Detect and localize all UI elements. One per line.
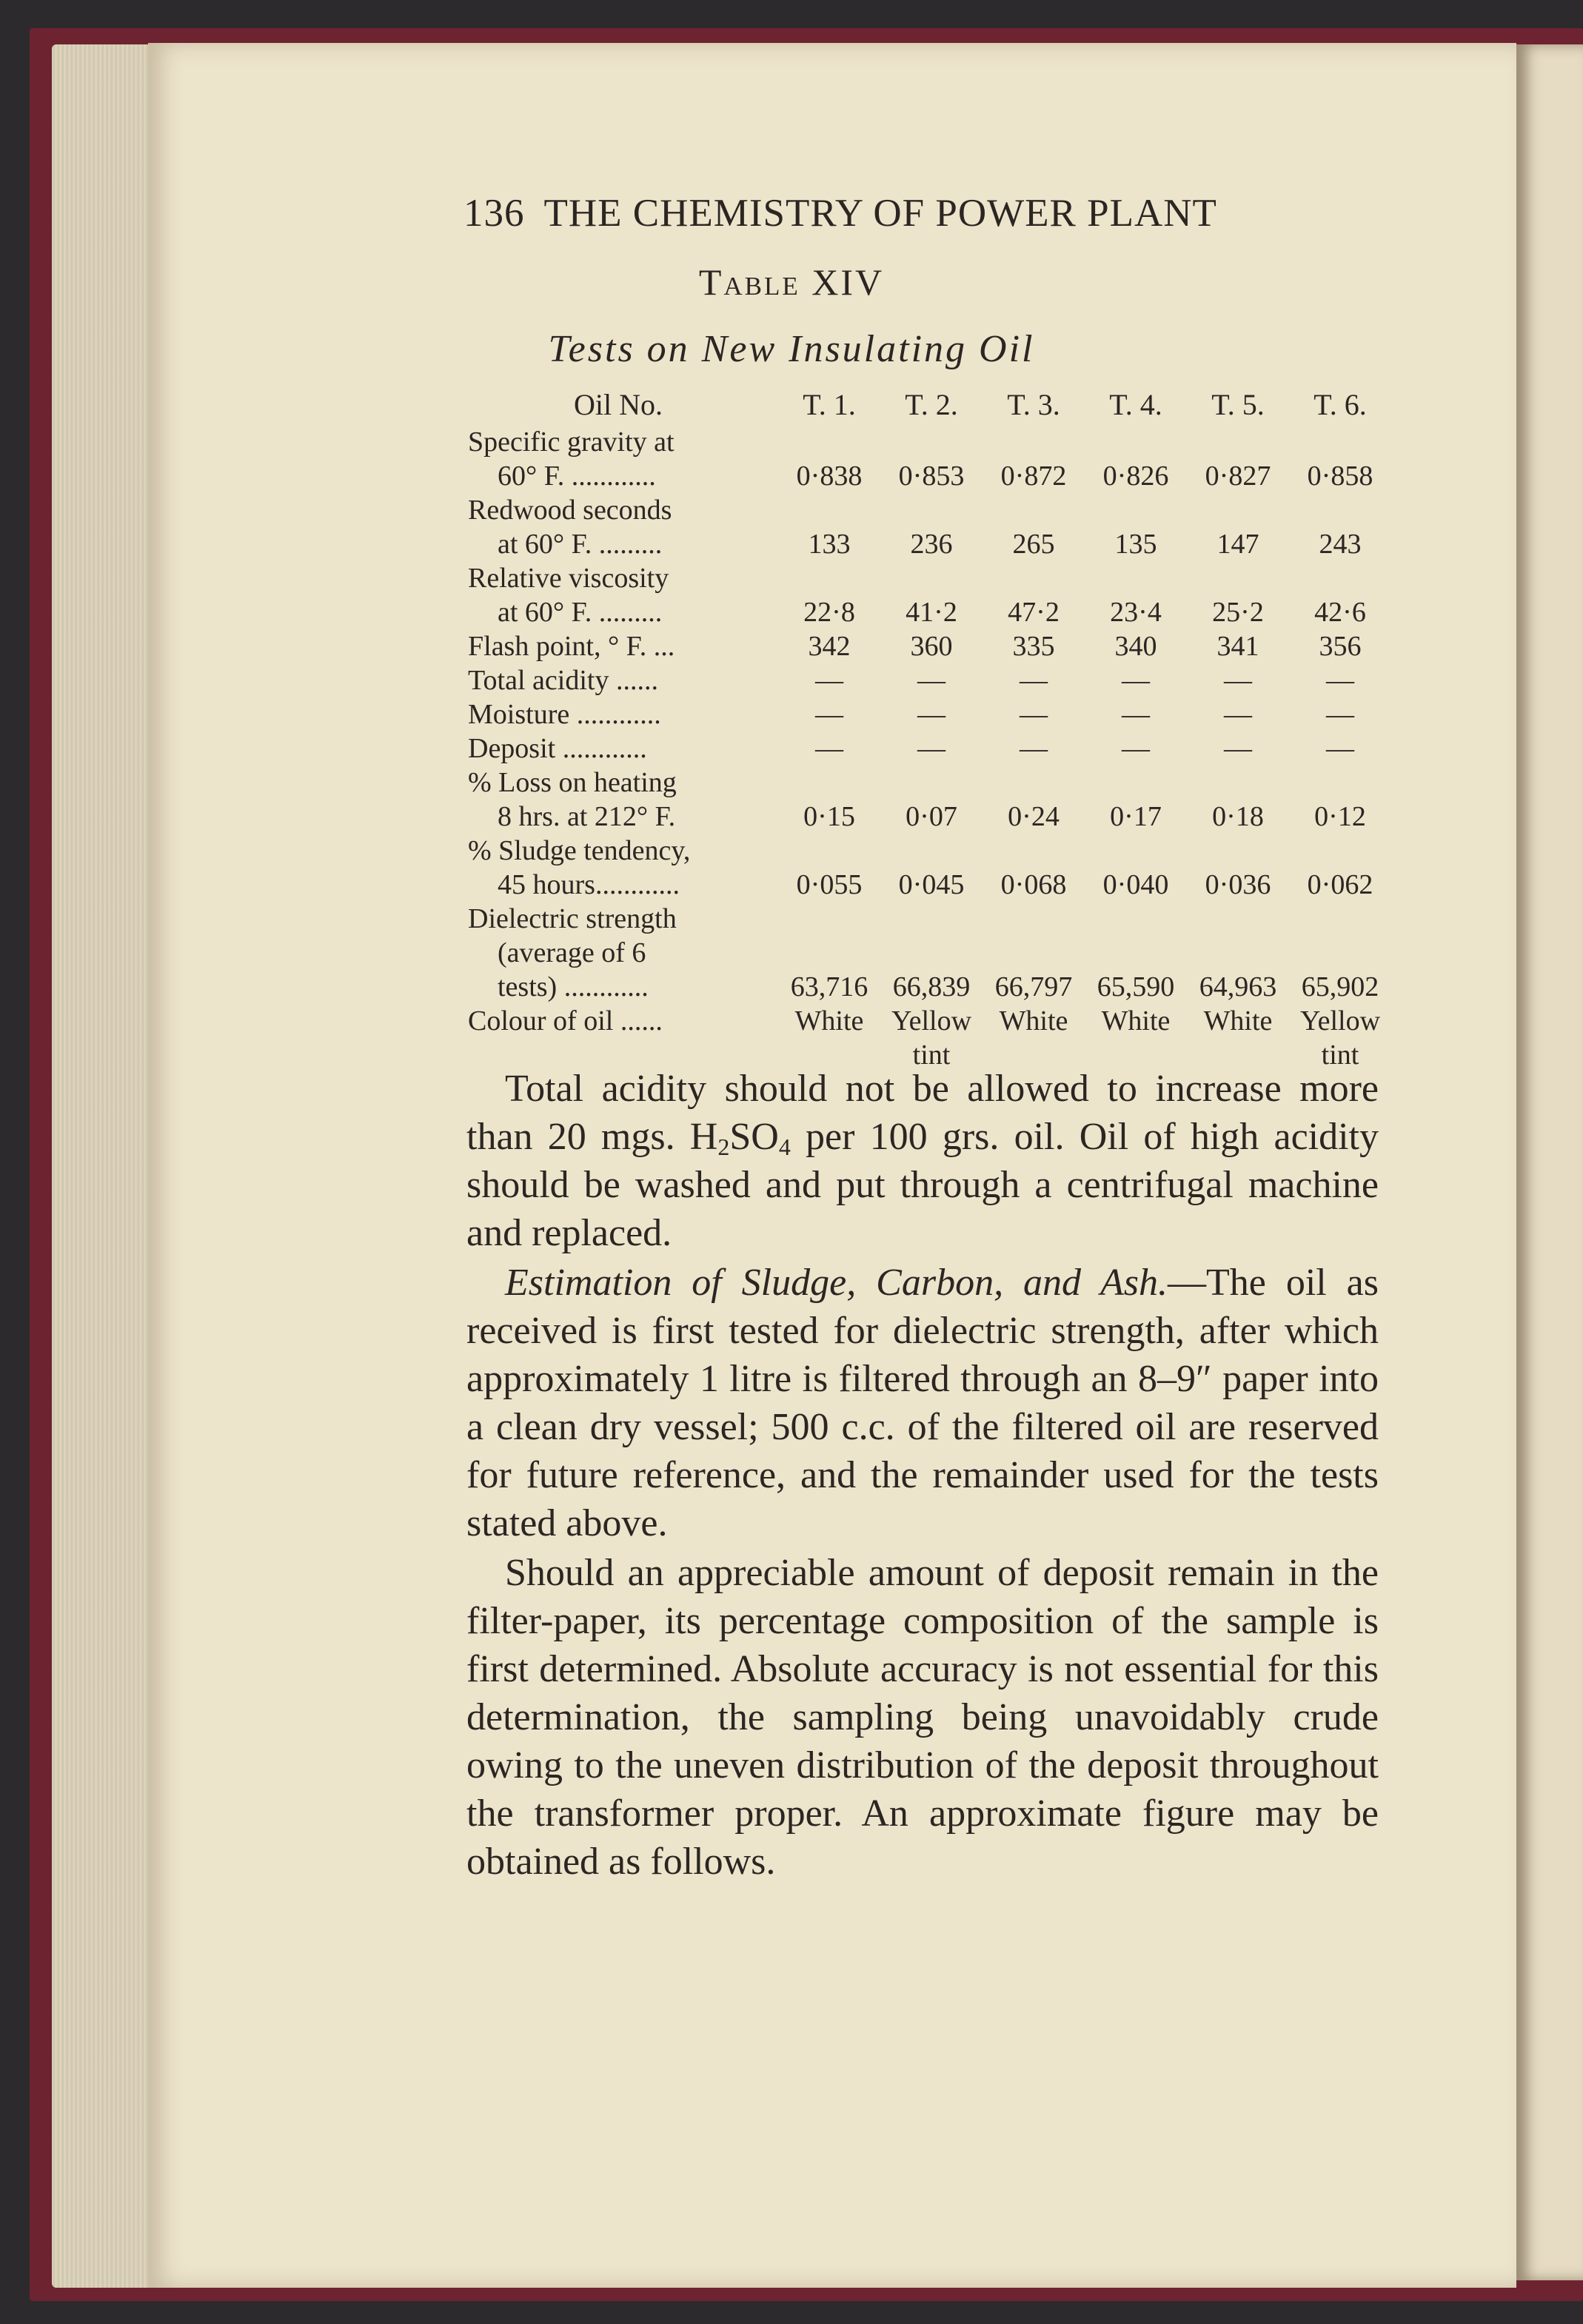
table-cell-note: tint <box>1321 1039 1359 1071</box>
row-label: Dielectric strength <box>468 903 677 934</box>
column-header: T. 5. <box>1211 388 1265 421</box>
row-label: Colour of oil ...... <box>468 1005 663 1037</box>
row-label: % Sludge tendency, <box>468 835 691 866</box>
row-label: 8 hrs. at 212° F. <box>498 801 676 832</box>
table-cell: 335 <box>1012 631 1055 662</box>
table-cell: 64,963 <box>1199 971 1277 1002</box>
table-cell: 0·045 <box>898 869 965 900</box>
table-cell: 0·838 <box>796 461 863 492</box>
table-cell: White <box>794 1005 864 1037</box>
paragraph-deposit: Should an appreciable amount of deposit remain in the filter-paper, its percentage composition of the sample is first determined. Absolute accuracy is not essential for this determination, the sampling being unavoidably crude owing to the uneven distribution of the deposit throughout the transformer proper. An approximate figure may be obtained as follows. <box>466 1552 1379 1883</box>
table-cell: — <box>1224 699 1252 730</box>
table-cell: 65,590 <box>1097 971 1175 1002</box>
table-cell: 66,839 <box>892 971 971 1002</box>
page-number: 136 <box>463 192 525 235</box>
section-heading: Estimation of Sludge, Carbon, and Ash. <box>505 1262 1168 1304</box>
table-cell: — <box>1326 699 1354 730</box>
table-cell: 25·2 <box>1212 597 1264 628</box>
row-label: 45 hours............ <box>498 869 680 900</box>
row-label: Total acidity ...... <box>468 665 658 696</box>
table-cell: — <box>1122 699 1150 730</box>
row-label: Moisture ............ <box>468 699 661 730</box>
table-cell: — <box>917 699 946 730</box>
table-cell: — <box>815 733 843 764</box>
table-cell: Yellow <box>1299 1005 1381 1037</box>
table-cell: 0·17 <box>1110 801 1162 832</box>
table-cell: 135 <box>1114 529 1157 560</box>
column-header: T. 4. <box>1109 388 1162 421</box>
row-label: 60° F. ............ <box>498 461 656 492</box>
table-cell: 0·068 <box>1000 869 1067 900</box>
table-cell: — <box>1224 733 1252 764</box>
paragraph-estimation: Estimation of Sludge, Carbon, and Ash.—The oil as received is first tested for dielectric strength, after which approximately 1 litre is filtered through an 8–9″ paper into a clean dry vessel; 500 c.c. of the filtered oil are reserved for future reference, and the remainder used for the tests stated above. <box>466 1262 1379 1544</box>
table-cell: — <box>1122 733 1150 764</box>
table-cell: — <box>1122 665 1150 696</box>
table-cell: 133 <box>808 529 851 560</box>
table-cell: 0·15 <box>803 801 855 832</box>
table-cell: — <box>1224 665 1252 696</box>
table-cell: 0·036 <box>1205 869 1271 900</box>
table-cell: 0·07 <box>906 801 957 832</box>
row-label: (average of 6 <box>498 937 646 968</box>
table-cell: 356 <box>1319 631 1362 662</box>
table-cell: — <box>917 733 946 764</box>
table-cell: — <box>815 665 843 696</box>
table-cell: 0·24 <box>1008 801 1060 832</box>
table-cell: — <box>1326 665 1354 696</box>
row-label: Deposit ............ <box>468 733 647 764</box>
table-cell: 23·4 <box>1110 597 1162 628</box>
table-cell: 22·8 <box>803 597 855 628</box>
table-cell: 360 <box>910 631 953 662</box>
body-text <box>466 1065 1379 1886</box>
row-label: Flash point, ° F. ... <box>468 631 675 662</box>
table-cell: 0·872 <box>1000 461 1067 492</box>
paragraph-acidity: Total acidity should not be allowed to increase more than 20 mgs. $H_2SO_4$ per 100 grs. oil. Oil of high acidity should be washed and put through a centrifugal machine and replaced. <box>466 1068 1379 1254</box>
table-cell-note: tint <box>912 1039 951 1071</box>
column-header: T. 2. <box>905 388 958 421</box>
table-cell: — <box>815 699 843 730</box>
facing-page-edge <box>1516 44 1583 2280</box>
column-label-oil-no: Oil No. <box>574 388 663 421</box>
page-edges <box>52 44 163 2288</box>
column-header: T. 6. <box>1313 388 1367 421</box>
table-cell: 147 <box>1216 529 1259 560</box>
table-subtitle: Tests on New Insulating Oil <box>548 328 1035 370</box>
table-cell: — <box>917 665 946 696</box>
table-cell: 47·2 <box>1008 597 1060 628</box>
table-cell: 66,797 <box>994 971 1073 1002</box>
row-label: Redwood seconds <box>468 495 672 526</box>
table-cell: — <box>1020 665 1048 696</box>
table-cell: White <box>1101 1005 1171 1037</box>
table-cell: 0·827 <box>1205 461 1271 492</box>
running-title: THE CHEMISTRY OF POWER PLANT <box>543 192 1217 235</box>
table-cell: 0·055 <box>796 869 863 900</box>
table-cell: 0·12 <box>1314 801 1366 832</box>
table-cell: — <box>1020 699 1048 730</box>
table-cell: 243 <box>1319 529 1362 560</box>
table-cell: 0·062 <box>1307 869 1373 900</box>
row-label: at 60° F. ......... <box>498 597 663 628</box>
table-cell: 0·826 <box>1102 461 1169 492</box>
table-cell: 342 <box>808 631 851 662</box>
row-label: % Loss on heating <box>468 767 677 798</box>
column-header: T. 3. <box>1007 388 1060 421</box>
table-cell: White <box>1203 1005 1273 1037</box>
table-cell: 63,716 <box>790 971 869 1002</box>
table-cell: — <box>1020 733 1048 764</box>
table-cell: 42·6 <box>1314 597 1366 628</box>
table-cell: — <box>1326 733 1354 764</box>
table-cell: White <box>999 1005 1068 1037</box>
table-cell: 340 <box>1114 631 1157 662</box>
table-cell: 341 <box>1216 631 1259 662</box>
row-label: Relative viscosity <box>468 563 669 594</box>
row-label: tests) ............ <box>498 971 649 1002</box>
running-head <box>463 191 1389 235</box>
table-cell: 41·2 <box>906 597 957 628</box>
table-cell: 0·18 <box>1212 801 1264 832</box>
row-label: Specific gravity at <box>468 426 675 458</box>
table-cell: 265 <box>1012 529 1055 560</box>
table-cell: 0·853 <box>898 461 965 492</box>
table-cell: 0·040 <box>1102 869 1169 900</box>
table-title: Table XIV <box>698 261 885 303</box>
row-label: at 60° F. ......... <box>498 529 663 560</box>
table-cell: 65,902 <box>1301 971 1379 1002</box>
table-cell: 0·858 <box>1307 461 1373 492</box>
table-cell: 236 <box>910 529 953 560</box>
table-cell: Yellow <box>891 1005 972 1037</box>
column-header: T. 1. <box>803 388 856 421</box>
